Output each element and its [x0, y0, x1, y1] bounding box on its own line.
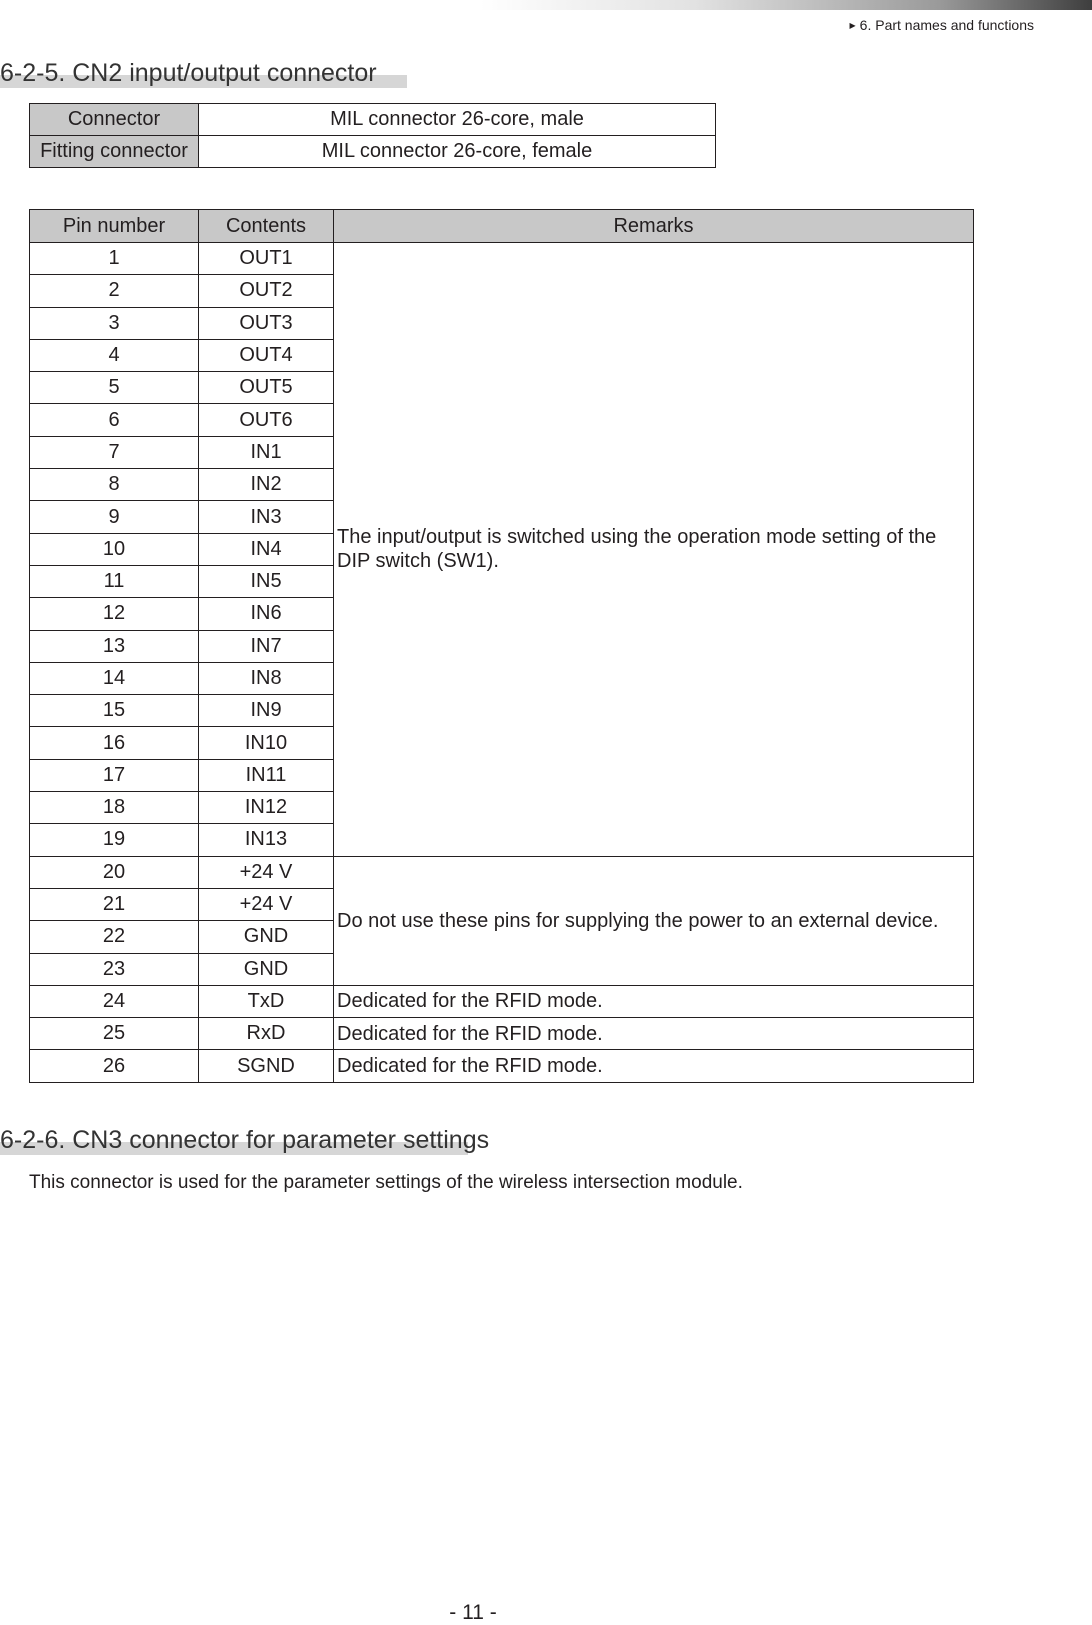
pin-contents-cell: IN8 [199, 662, 334, 694]
table-row [30, 104, 716, 136]
pin-contents-cell: RxD [199, 1018, 334, 1050]
pin-number-cell: 23 [30, 953, 199, 985]
pin-contents-cell: OUT6 [199, 404, 334, 436]
pin-number-cell: 11 [30, 565, 199, 597]
pin-number-cell: 13 [30, 630, 199, 662]
pin-number-cell: 8 [30, 469, 199, 501]
table-header-row [30, 210, 974, 243]
table-row [30, 243, 974, 275]
pin-number-cell: 9 [30, 501, 199, 533]
section-heading-cn2 [0, 58, 377, 88]
pin-number-cell: 15 [30, 695, 199, 727]
pin-contents-cell: IN12 [199, 792, 334, 824]
pin-contents-cell: OUT3 [199, 307, 334, 339]
pin-contents-cell: +24 V [199, 888, 334, 920]
breadcrumb [850, 17, 1034, 33]
pin-contents-cell: OUT2 [199, 275, 334, 307]
header-gradient-bar [480, 0, 1092, 10]
triangle-right-icon: ▶ [849, 21, 856, 30]
pin-number-cell: 16 [30, 727, 199, 759]
connector-value: MIL connector 26-core, male [199, 104, 716, 136]
page-number: - 11 - [449, 1601, 497, 1624]
pin-number-cell: 5 [30, 372, 199, 404]
pin-contents-cell: IN3 [199, 501, 334, 533]
pin-contents-cell: IN5 [199, 565, 334, 597]
pin-number-cell: 19 [30, 824, 199, 856]
header-remarks: Remarks [334, 210, 974, 243]
table-row [30, 985, 974, 1017]
pin-contents-cell: IN9 [199, 695, 334, 727]
pin-number-cell: 20 [30, 856, 199, 888]
remark-rfid: Dedicated for the RFID mode. [334, 985, 974, 1017]
remark-power: Do not use these pins for supplying the power to an external device. [334, 856, 974, 985]
connector-label: Connector [30, 104, 199, 136]
pin-contents-cell: IN11 [199, 759, 334, 791]
pin-number-cell: 4 [30, 339, 199, 371]
pin-contents-cell: IN1 [199, 436, 334, 468]
pin-contents-cell: OUT4 [199, 339, 334, 371]
header-pin-number: Pin number [30, 210, 199, 243]
pin-number-cell: 26 [30, 1050, 199, 1082]
fitting-connector-label: Fitting connector [30, 136, 199, 168]
remark-io-switch: The input/output is switched using the operation mode setting of the DIP switch (SW1). [334, 243, 974, 857]
pin-number-cell: 1 [30, 243, 199, 275]
table-row [30, 136, 716, 168]
pin-contents-cell: IN4 [199, 533, 334, 565]
pin-number-cell: 2 [30, 275, 199, 307]
pin-contents-cell: IN7 [199, 630, 334, 662]
table-row [30, 1018, 974, 1050]
pin-table [29, 209, 974, 1083]
pin-contents-cell: IN13 [199, 824, 334, 856]
pin-contents-cell: GND [199, 921, 334, 953]
pin-number-cell: 17 [30, 759, 199, 791]
pin-number-cell: 21 [30, 888, 199, 920]
section-title: 6-2-6. CN3 connector for parameter settings [0, 1126, 490, 1154]
pin-contents-cell: SGND [199, 1050, 334, 1082]
section-heading-cn3 [0, 1125, 489, 1155]
pin-number-cell: 10 [30, 533, 199, 565]
pin-contents-cell: OUT5 [199, 372, 334, 404]
pin-number-cell: 14 [30, 662, 199, 694]
pin-number-cell: 18 [30, 792, 199, 824]
pin-contents-cell: +24 V [199, 856, 334, 888]
pin-number-cell: 24 [30, 985, 199, 1017]
pin-contents-cell: IN2 [199, 469, 334, 501]
fitting-connector-value: MIL connector 26-core, female [199, 136, 716, 168]
pin-number-cell: 25 [30, 1018, 199, 1050]
header-contents: Contents [199, 210, 334, 243]
table-row [30, 856, 974, 888]
section-description: This connector is used for the parameter settings of the wireless intersection module. [29, 1172, 743, 1193]
table-row [30, 1050, 974, 1082]
connector-table [29, 103, 716, 168]
pin-contents-cell: IN10 [199, 727, 334, 759]
section-title: 6-2-5. CN2 input/output connector [0, 59, 377, 87]
pin-contents-cell: OUT1 [199, 243, 334, 275]
pin-contents-cell: IN6 [199, 598, 334, 630]
breadcrumb-label: 6. Part names and functions [859, 17, 1034, 33]
pin-number-cell: 12 [30, 598, 199, 630]
remark-rfid: Dedicated for the RFID mode. [334, 1050, 974, 1082]
pin-number-cell: 22 [30, 921, 199, 953]
pin-contents-cell: TxD [199, 985, 334, 1017]
pin-number-cell: 6 [30, 404, 199, 436]
remark-rfid: Dedicated for the RFID mode. [334, 1018, 974, 1050]
pin-contents-cell: GND [199, 953, 334, 985]
pin-number-cell: 7 [30, 436, 199, 468]
pin-number-cell: 3 [30, 307, 199, 339]
